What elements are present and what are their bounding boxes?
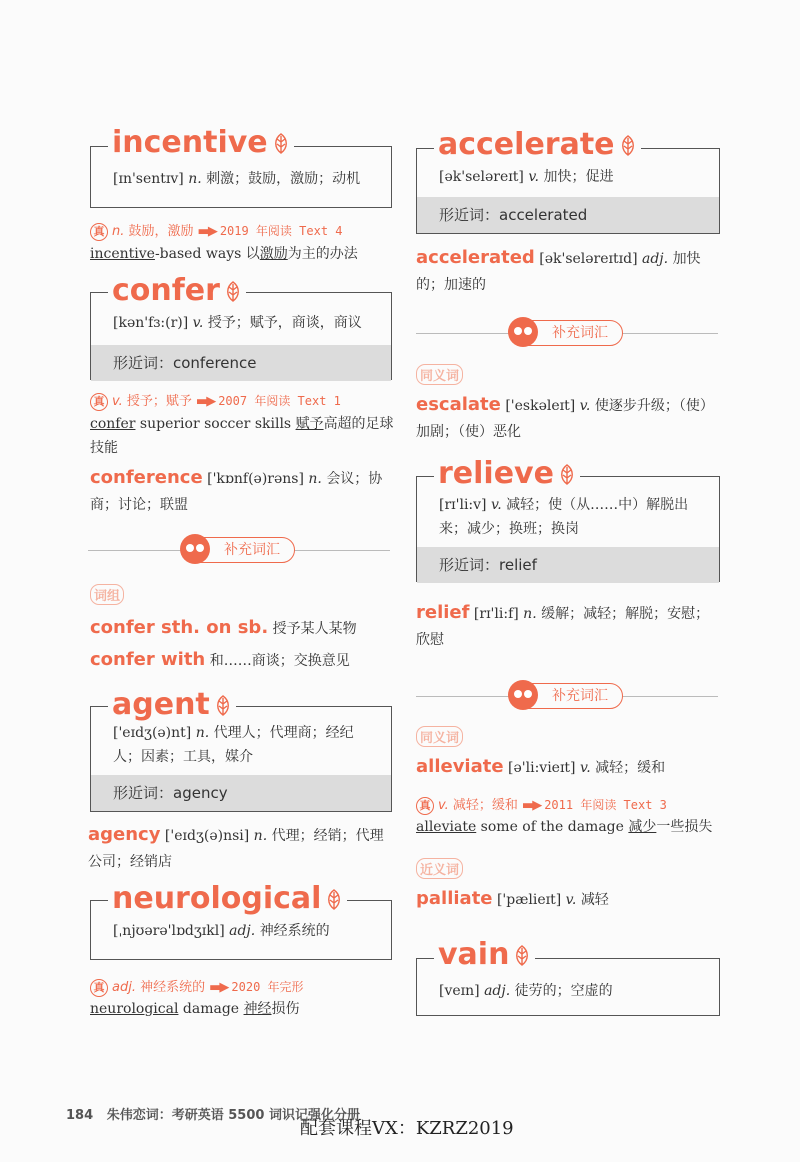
- definition: 减轻；使（从……中）解脱出来；减少；换班；换岗: [439, 497, 689, 537]
- example-alleviate: alleviate some of the damage 减少一些损失: [416, 819, 713, 835]
- example-neurological: neurological damage 神经损伤: [90, 1001, 300, 1017]
- supplement-banner: 补充词汇: [88, 537, 390, 565]
- phrase-tag: 词组: [90, 584, 125, 605]
- phonetic: [kən'fɜ:(r)]: [113, 315, 189, 331]
- similar-word-band: 形近词：accelerated: [417, 197, 719, 233]
- definition: 加快；促进: [543, 169, 614, 185]
- phonetic: [ək'seləreɪt]: [439, 169, 524, 185]
- similar-word-band: 形近词：relief: [417, 547, 719, 583]
- subword-conference: conference ['kɒnf(ə)rəns] n. 会议；协商；讨论；联盟: [90, 467, 383, 513]
- zhen-badge-icon: 真: [90, 393, 108, 411]
- owl-icon: [180, 534, 210, 564]
- phonetic: [rɪ'li:v]: [439, 497, 487, 513]
- exam-source-alleviate: 真 v. 减轻；缓和 ▬▶ 2011 年阅读 Text 3: [416, 794, 667, 815]
- headword-confer: confer: [108, 274, 246, 308]
- headword-agent: agent: [108, 688, 236, 722]
- supplement-banner: 补充词汇: [416, 683, 718, 711]
- exam-source-confer: 真 v. 授予；赋予 ▬▶ 2007 年阅读 Text 1: [90, 390, 341, 411]
- subword-escalate: escalate ['eskəleɪt] v. 使逐步升级；（使）加剧；（使）恶化: [416, 394, 714, 440]
- zhen-badge-icon: 真: [90, 223, 108, 241]
- subword-alleviate: alleviate [ə'li:vieɪt] v. 减轻；缓和: [416, 756, 666, 777]
- example-incentive: incentive-based ways 以激励为主的办法: [90, 246, 358, 262]
- near-synonym-tag: 近义词: [416, 858, 464, 879]
- phonetic: [veɪn]: [439, 983, 480, 999]
- arrow-icon: ▬▶: [209, 980, 228, 995]
- part-of-speech: adj.: [484, 983, 511, 999]
- subword-palliate: palliate ['pælieɪt] v. 减轻: [416, 888, 609, 909]
- zhen-badge-icon: 真: [90, 979, 108, 997]
- supplement-banner: 补充词汇: [416, 320, 718, 348]
- definition: 徒劳的；空虚的: [514, 983, 613, 999]
- subword-accelerated: accelerated [ək'seləreɪtɪd] adj. 加快的；加速的: [416, 247, 701, 293]
- phonetic: ['eɪdʒ(ə)nt]: [113, 725, 192, 741]
- zhen-badge-icon: 真: [416, 797, 434, 815]
- phonetic: [ɪn'sentɪv]: [113, 171, 184, 187]
- relieve-entry-box: [416, 476, 720, 582]
- definition: 神经系统的: [259, 923, 330, 939]
- exam-source-neurological: 真 adj. 神经系统的 ▬▶ 2020 年完形: [90, 976, 304, 997]
- part-of-speech: n.: [195, 725, 210, 741]
- part-of-speech: adj.: [229, 923, 256, 939]
- leaf-icon: [619, 135, 637, 157]
- headword-neurological: neurological: [108, 882, 347, 916]
- leaf-icon: [325, 889, 343, 911]
- arrow-icon: ▬▶: [521, 798, 541, 813]
- owl-icon: [508, 317, 538, 347]
- exam-source-incentive: 真 n. 鼓励，激励 ▬▶ 2019 年阅读 Text 4: [90, 220, 343, 241]
- headword-relieve: relieve: [434, 457, 580, 491]
- synonym-tag: 同义词: [416, 364, 464, 385]
- similar-word-band: 形近词：agency: [91, 775, 391, 811]
- leaf-icon: [272, 133, 290, 155]
- headword-incentive: incentive: [108, 126, 294, 160]
- example-confer: confer superior soccer skills 赋予高超的足球技能: [90, 416, 394, 456]
- part-of-speech: v.: [528, 169, 540, 185]
- arrow-icon: ▬▶: [197, 224, 216, 239]
- arrow-icon: ▬▶: [195, 394, 215, 409]
- definition: 代理人；代理商；经纪人；因素；工具，媒介: [113, 725, 354, 765]
- phrase-confer-on: confer sth. on sb. 授予某人某物: [90, 617, 357, 638]
- part-of-speech: n.: [188, 171, 202, 187]
- owl-icon: [508, 680, 538, 710]
- definition: 授予；赋予，商谈，商议: [207, 315, 362, 331]
- synonym-tag: 同义词: [416, 726, 464, 747]
- book-title: 朱伟恋词：考研英语 5500 词识记强化分册: [106, 1108, 360, 1123]
- definition: 刺激；鼓励，激励；动机: [206, 171, 361, 187]
- headword-accelerate: accelerate: [434, 128, 641, 162]
- headword-vain: vain: [434, 938, 535, 972]
- page-number: 184: [66, 1108, 94, 1123]
- watermark-text: 配套课程VX：KZRZ2019: [300, 1118, 514, 1139]
- leaf-icon: [214, 695, 232, 717]
- part-of-speech: v.: [192, 315, 204, 331]
- leaf-icon: [224, 281, 242, 303]
- similar-word-band: 形近词：conference: [91, 345, 391, 381]
- subword-agency: agency ['eɪdʒ(ə)nsi] n. 代理；经销；代理公司；经销店: [88, 824, 384, 870]
- phrase-confer-with: confer with 和……商谈；交换意见: [90, 649, 350, 670]
- leaf-icon: [513, 945, 531, 967]
- subword-relief: relief [rɪ'li:f] n. 缓解；减轻；解脱；安慰；欣慰: [416, 602, 710, 648]
- phonetic: [ˌnjʊərə'lɒdʒɪkl]: [113, 923, 225, 939]
- part-of-speech: v.: [490, 497, 502, 513]
- leaf-icon: [558, 464, 576, 486]
